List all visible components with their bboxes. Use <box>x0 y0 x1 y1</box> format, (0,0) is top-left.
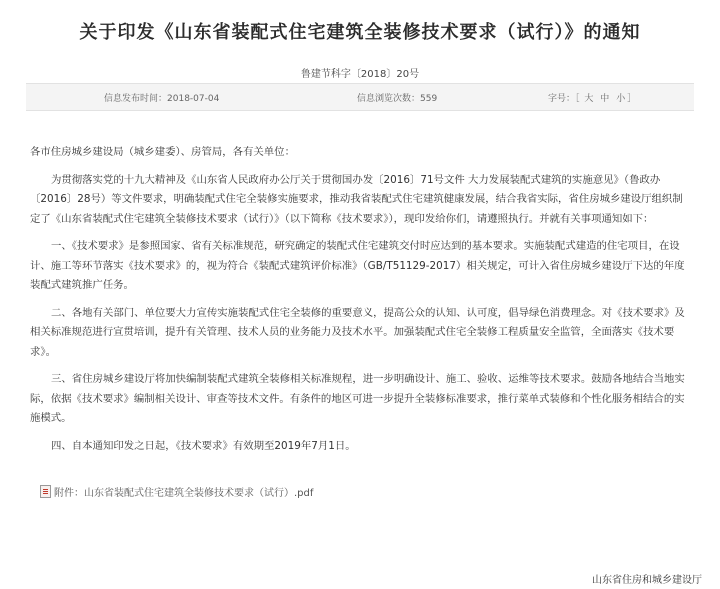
notice-body <box>30 143 690 464</box>
document-number: 鲁建节科字〔2018〕20号 <box>300 69 420 80</box>
page-title: 关于印发《山东省装配式住宅建筑全装修技术要求（试行）》的通知 <box>79 22 641 43</box>
pdf-icon <box>40 485 51 498</box>
publish-date-label: 信息发布时间： <box>104 94 168 104</box>
info-bar <box>26 83 694 111</box>
font-size-small-button[interactable]: 小 <box>616 94 626 104</box>
paragraph-item-1: 一、《技术要求》是参照国家、省有关标准规范，研究确定的装配式住宅建筑交付时应达到的基本要求。实施装配式建造的住宅项目，在设计、施工等环节落实《技术要求》的，视为符合《装配式建筑评价标准》（GB/T51129-2017）相关规定，可计入省住房城乡建设厅下达的年度装配式建筑推广任务。 <box>30 240 685 291</box>
attachment-link[interactable]: 山东省装配式住宅建筑全装修技术要求（试行）.pdf <box>84 488 314 499</box>
publish-date-info <box>104 91 219 104</box>
font-size-medium-button[interactable]: 中 <box>600 94 610 104</box>
salutation: 各市住房城乡建设局（城乡建委）、房管局，各有关单位： <box>30 146 295 158</box>
attachment-label: 附件： <box>54 488 84 499</box>
issuing-authority: 山东省住房和城乡建设厅 <box>592 575 702 586</box>
attachment <box>40 484 313 499</box>
paragraph-intro: 为贯彻落实党的十九大精神及《山东省人民政府办公厅关于贯彻国办发〔2016〕71号文件 大力发展装配式建筑的实施意见》（鲁政办〔2016〕28号）等文件要求，明确装配式住宅全装修实施要求，推动我省装配式住宅建筑健康发展，结合我省实际，省住房城乡建设厅组织制定了《山东省装配式住宅建筑全装修技术要求（试行）》（以下简称《技术要求》），现印发给你们，请遵照执行。并就有关事项通知如下： <box>30 173 683 225</box>
view-count-label: 信息浏览次数： <box>357 94 421 104</box>
font-size-switcher <box>548 91 636 104</box>
view-count-info <box>357 91 437 104</box>
publish-date-value: 2018-07-04 <box>167 94 220 104</box>
paragraph-item-4: 四、自本通知印发之日起，《技术要求》有效期至2019年7月1日。 <box>51 439 356 452</box>
font-size-large-button[interactable]: 大 <box>584 94 594 104</box>
bracket-close: ］ <box>627 94 637 104</box>
font-size-label: 字号： <box>548 94 576 104</box>
paragraph-item-3: 三、省住房城乡建设厅将加快编制装配式建筑全装修相关标准规程，进一步明确设计、施工、验收、运维等技术要求。鼓励各地结合当地实际，依据《技术要求》编制相关设计、审查等技术文件。有条件的地区可进一步提升全装修标准要求，推行菜单式装修和个性化服务相结合的实施模式。 <box>30 373 685 424</box>
paragraph-item-2: 二、各地有关部门、单位要大力宣传实施装配式住宅全装修的重要意义，提高公众的认知、认可度，倡导绿色消费理念。对《技术要求》及相关标准规范进行宣贯培训，提升有关管理、技术人员的业务能力及技术水平。加强装配式住宅全装修工程质量安全监管，全面落实《技术要求》。 <box>30 306 685 358</box>
bracket-open: ［ <box>575 94 580 104</box>
view-count-value: 559 <box>420 94 438 104</box>
